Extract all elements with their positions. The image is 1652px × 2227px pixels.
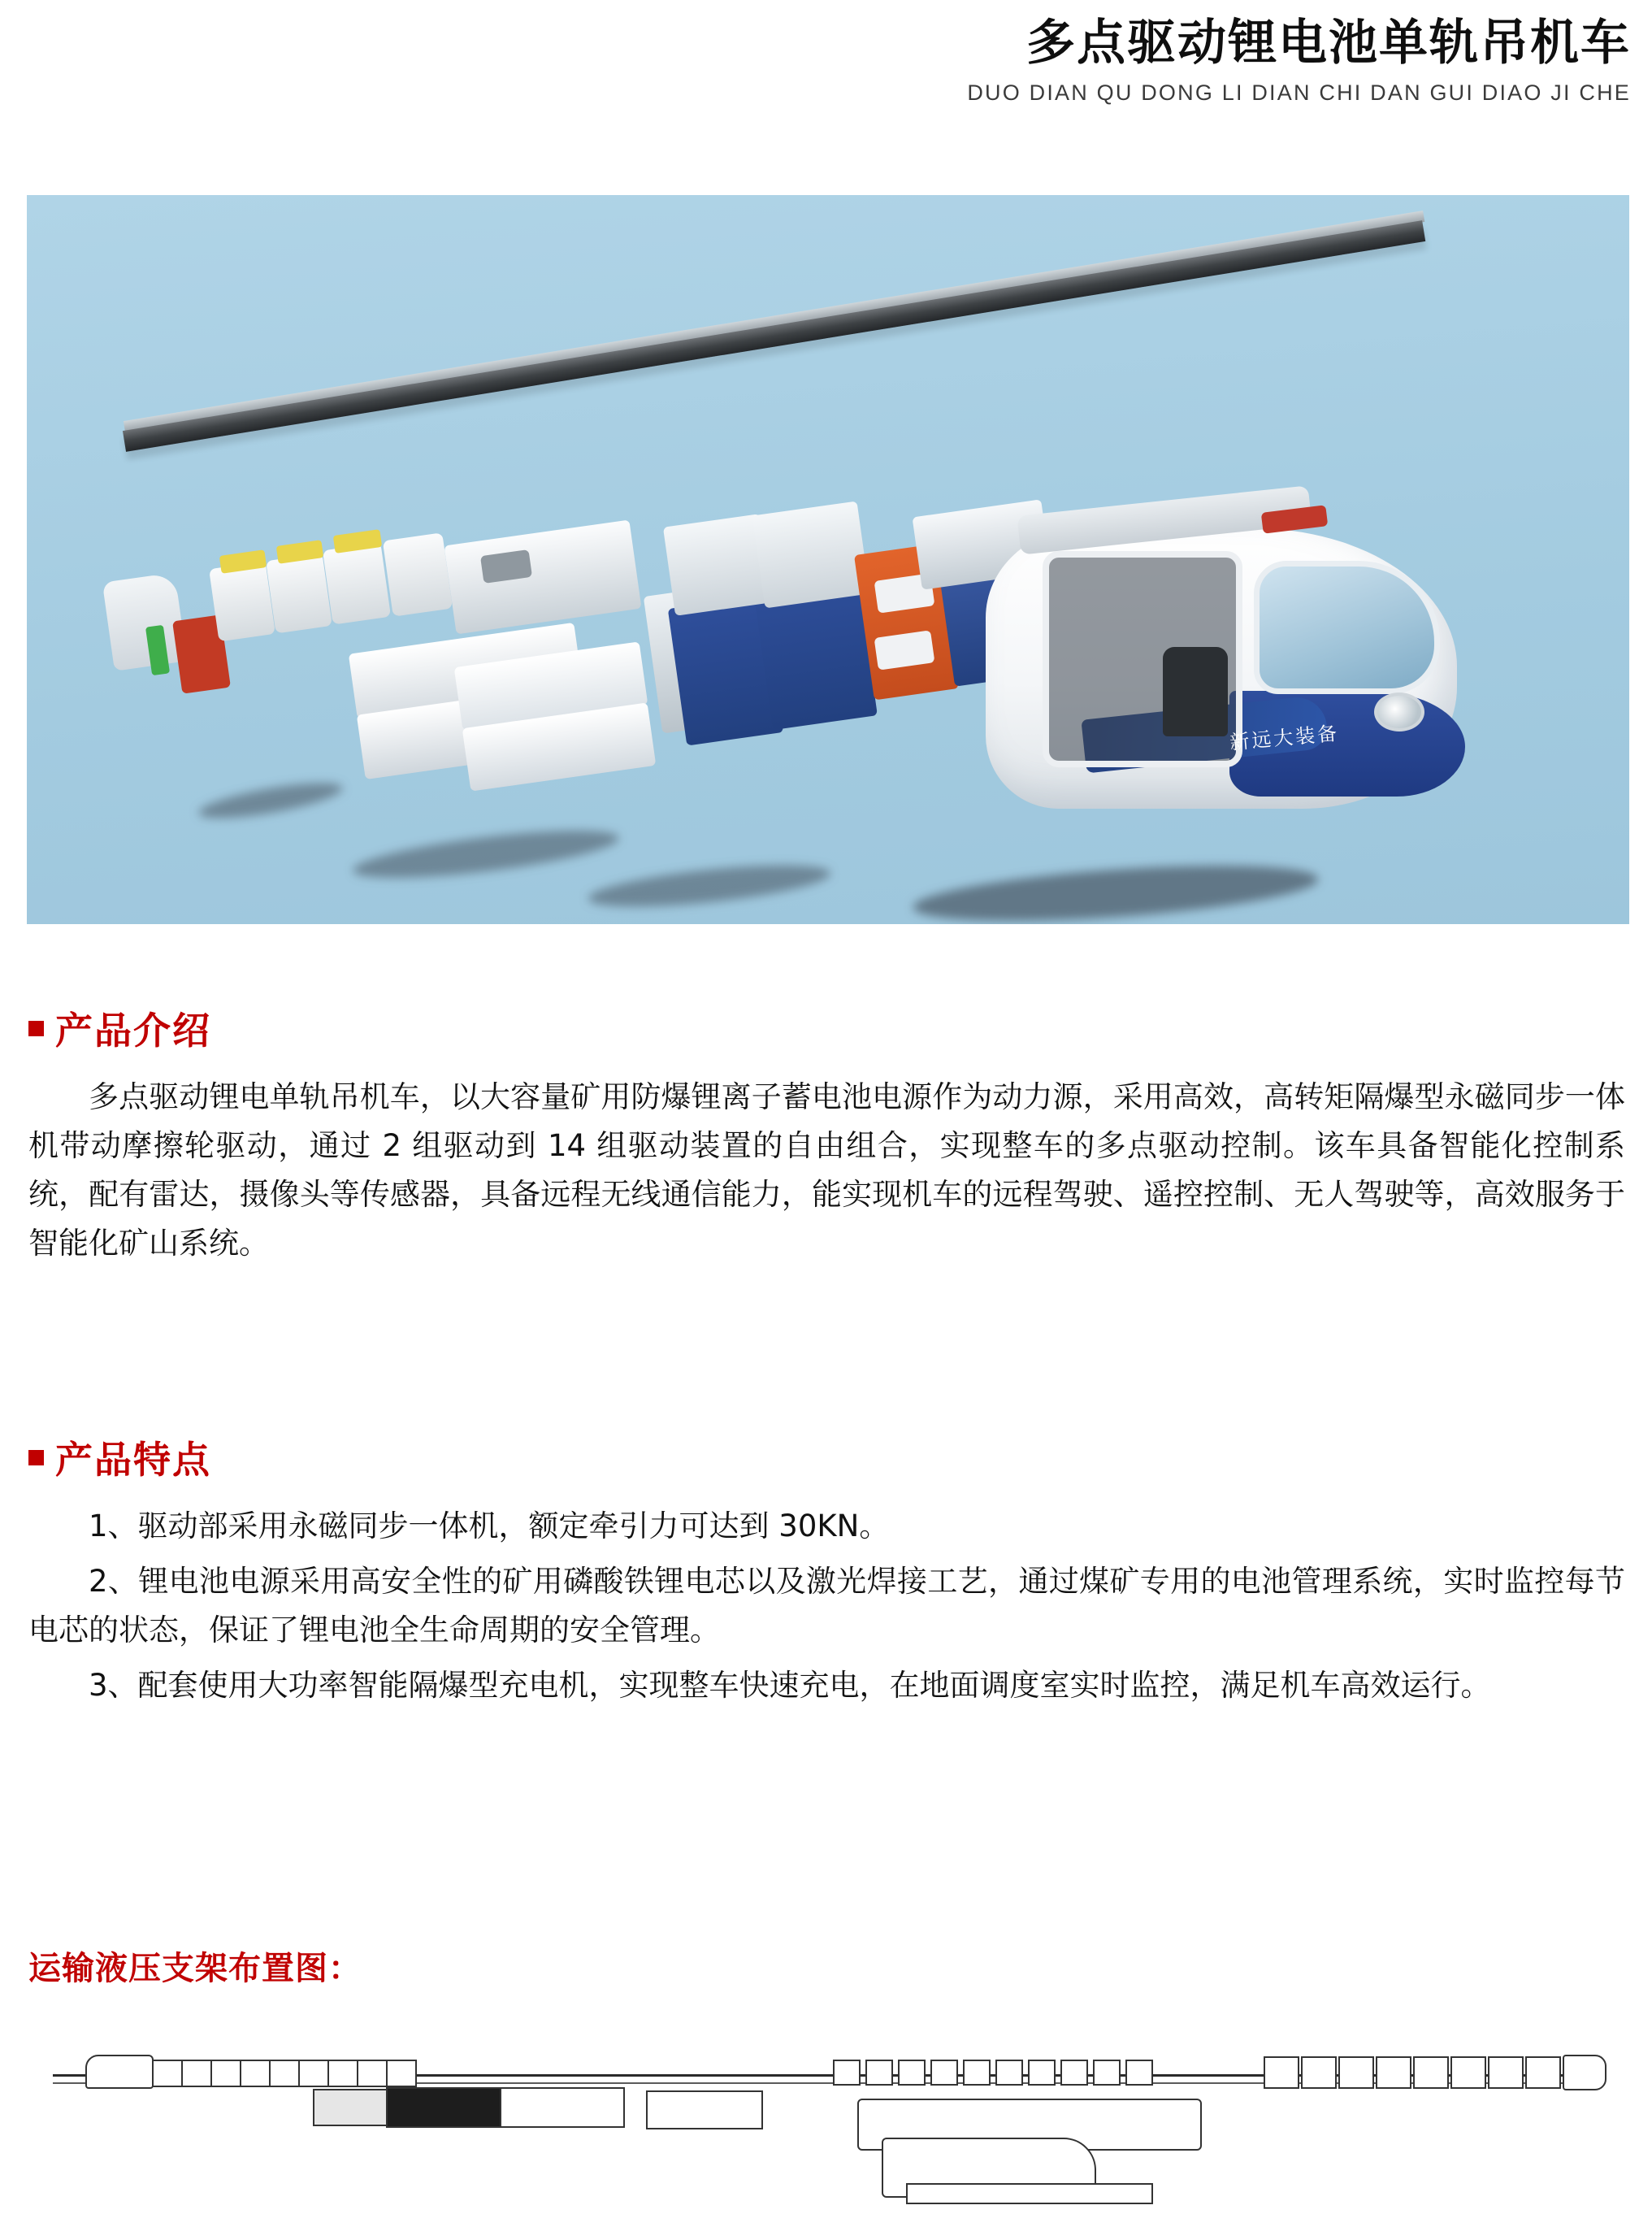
schematic-drive-unit bbox=[1376, 2056, 1411, 2089]
feature-item: 1、驱动部采用永磁同步一体机，额定牵引力可达到 30KN。 bbox=[89, 1509, 890, 1543]
schematic-trolley bbox=[898, 2060, 926, 2086]
battery-box-vent bbox=[752, 501, 870, 609]
schematic-trolley bbox=[995, 2060, 1023, 2086]
schematic-trolley bbox=[930, 2060, 958, 2086]
section-heading bbox=[28, 1430, 1625, 1484]
schematic-unit bbox=[181, 2060, 212, 2087]
schematic-cab bbox=[85, 2055, 154, 2089]
schematic-unit bbox=[210, 2060, 241, 2087]
schematic-drive-unit bbox=[1488, 2056, 1524, 2089]
section-body bbox=[28, 1502, 1625, 1710]
schematic-carriage bbox=[646, 2090, 763, 2129]
schematic-load-block bbox=[386, 2087, 503, 2128]
schematic-unit bbox=[298, 2060, 329, 2087]
product-hero-image bbox=[27, 195, 1629, 924]
page-title: 多点驱动锂电池单轨吊机车 bbox=[1026, 15, 1631, 72]
schematic-tail-cab bbox=[1563, 2055, 1606, 2090]
schematic-carriage bbox=[500, 2087, 625, 2128]
cab-windshield bbox=[1254, 561, 1440, 694]
layout-diagram-title: 运输液压支架布置图： bbox=[28, 1950, 362, 1987]
schematic-drive-unit bbox=[1264, 2056, 1299, 2089]
page-title-pinyin: DUO DIAN QU DONG LI DIAN CHI DAN GUI DIAO JI CHE bbox=[967, 80, 1631, 105]
schematic-drive-unit bbox=[1301, 2056, 1337, 2089]
drive-unit bbox=[266, 553, 332, 634]
operator-cab bbox=[986, 504, 1473, 829]
section-product-features bbox=[28, 1430, 1625, 1717]
cab-brand-text: 新远大装备 bbox=[1229, 722, 1341, 754]
schematic-trolley bbox=[1028, 2060, 1056, 2086]
schematic-drive-unit bbox=[1413, 2056, 1449, 2089]
square-bullet-icon bbox=[28, 1021, 44, 1036]
schematic-drive-unit bbox=[1450, 2056, 1486, 2089]
schematic-trolley bbox=[1125, 2060, 1153, 2086]
schematic-trolley bbox=[1093, 2060, 1121, 2086]
paragraph: 多点驱动锂电单轨吊机车，以大容量矿用防爆锂离子蓄电池电源作为动力源，采用高效，高转矩隔爆型永磁同步一体机带动摩擦轮驱动，通过 2 组驱动到 14 组驱动装置的自由组合，实现整车的多点驱动控制。该车具备智能化控制系统，配有雷达，摄像头等传感器，具备远程无线通信能力，能实现机车的远程驾驶、遥控控制、无人驾驶等，高效服务于智能化矿山系统。 bbox=[28, 1079, 1625, 1261]
schematic-unit bbox=[269, 2060, 300, 2087]
square-bullet-icon bbox=[28, 1450, 44, 1465]
section-title: 产品特点 bbox=[55, 1438, 211, 1482]
section-heading bbox=[28, 1001, 1625, 1055]
schematic-drive-unit bbox=[1525, 2056, 1561, 2089]
section-product-intro bbox=[28, 1001, 1625, 1273]
schematic-trolley bbox=[865, 2060, 893, 2086]
cab-door-opening bbox=[1043, 551, 1242, 767]
schematic-drive-unit bbox=[1338, 2056, 1374, 2089]
section-layout-diagram bbox=[28, 1943, 1625, 1989]
layout-diagram-drawing bbox=[28, 2024, 1625, 2211]
feature-item: 3、配套使用大功率智能隔爆型充电机，实现整车快速充电，在地面调度室实时监控，满足机车高效运行。 bbox=[89, 1667, 1491, 1703]
section-title: 产品介绍 bbox=[55, 1009, 211, 1053]
drive-unit bbox=[383, 532, 453, 616]
schematic-unit bbox=[152, 2060, 183, 2087]
schematic-unit bbox=[386, 2060, 417, 2087]
schematic-unit bbox=[327, 2060, 358, 2087]
schematic-unit bbox=[240, 2060, 271, 2087]
schematic-trolley bbox=[1060, 2060, 1088, 2086]
section-body bbox=[28, 1073, 1625, 1268]
cab-headlight bbox=[1374, 692, 1424, 731]
drive-unit bbox=[323, 542, 391, 624]
schematic-trolley bbox=[963, 2060, 991, 2086]
feature-item: 2、锂电池电源采用高安全性的矿用磷酸铁锂电芯以及激光焊接工艺，通过煤矿专用的电池管理系统，实时监控每节电芯的状态，保证了锂电池全生命周期的安全管理。 bbox=[28, 1563, 1625, 1647]
schematic-hydraulic-support-base bbox=[906, 2183, 1153, 2204]
schematic-trolley bbox=[833, 2060, 861, 2086]
cab-seat bbox=[1163, 647, 1228, 736]
drive-unit bbox=[209, 562, 275, 642]
schematic-unit bbox=[357, 2060, 388, 2087]
page-header bbox=[0, 0, 1652, 106]
